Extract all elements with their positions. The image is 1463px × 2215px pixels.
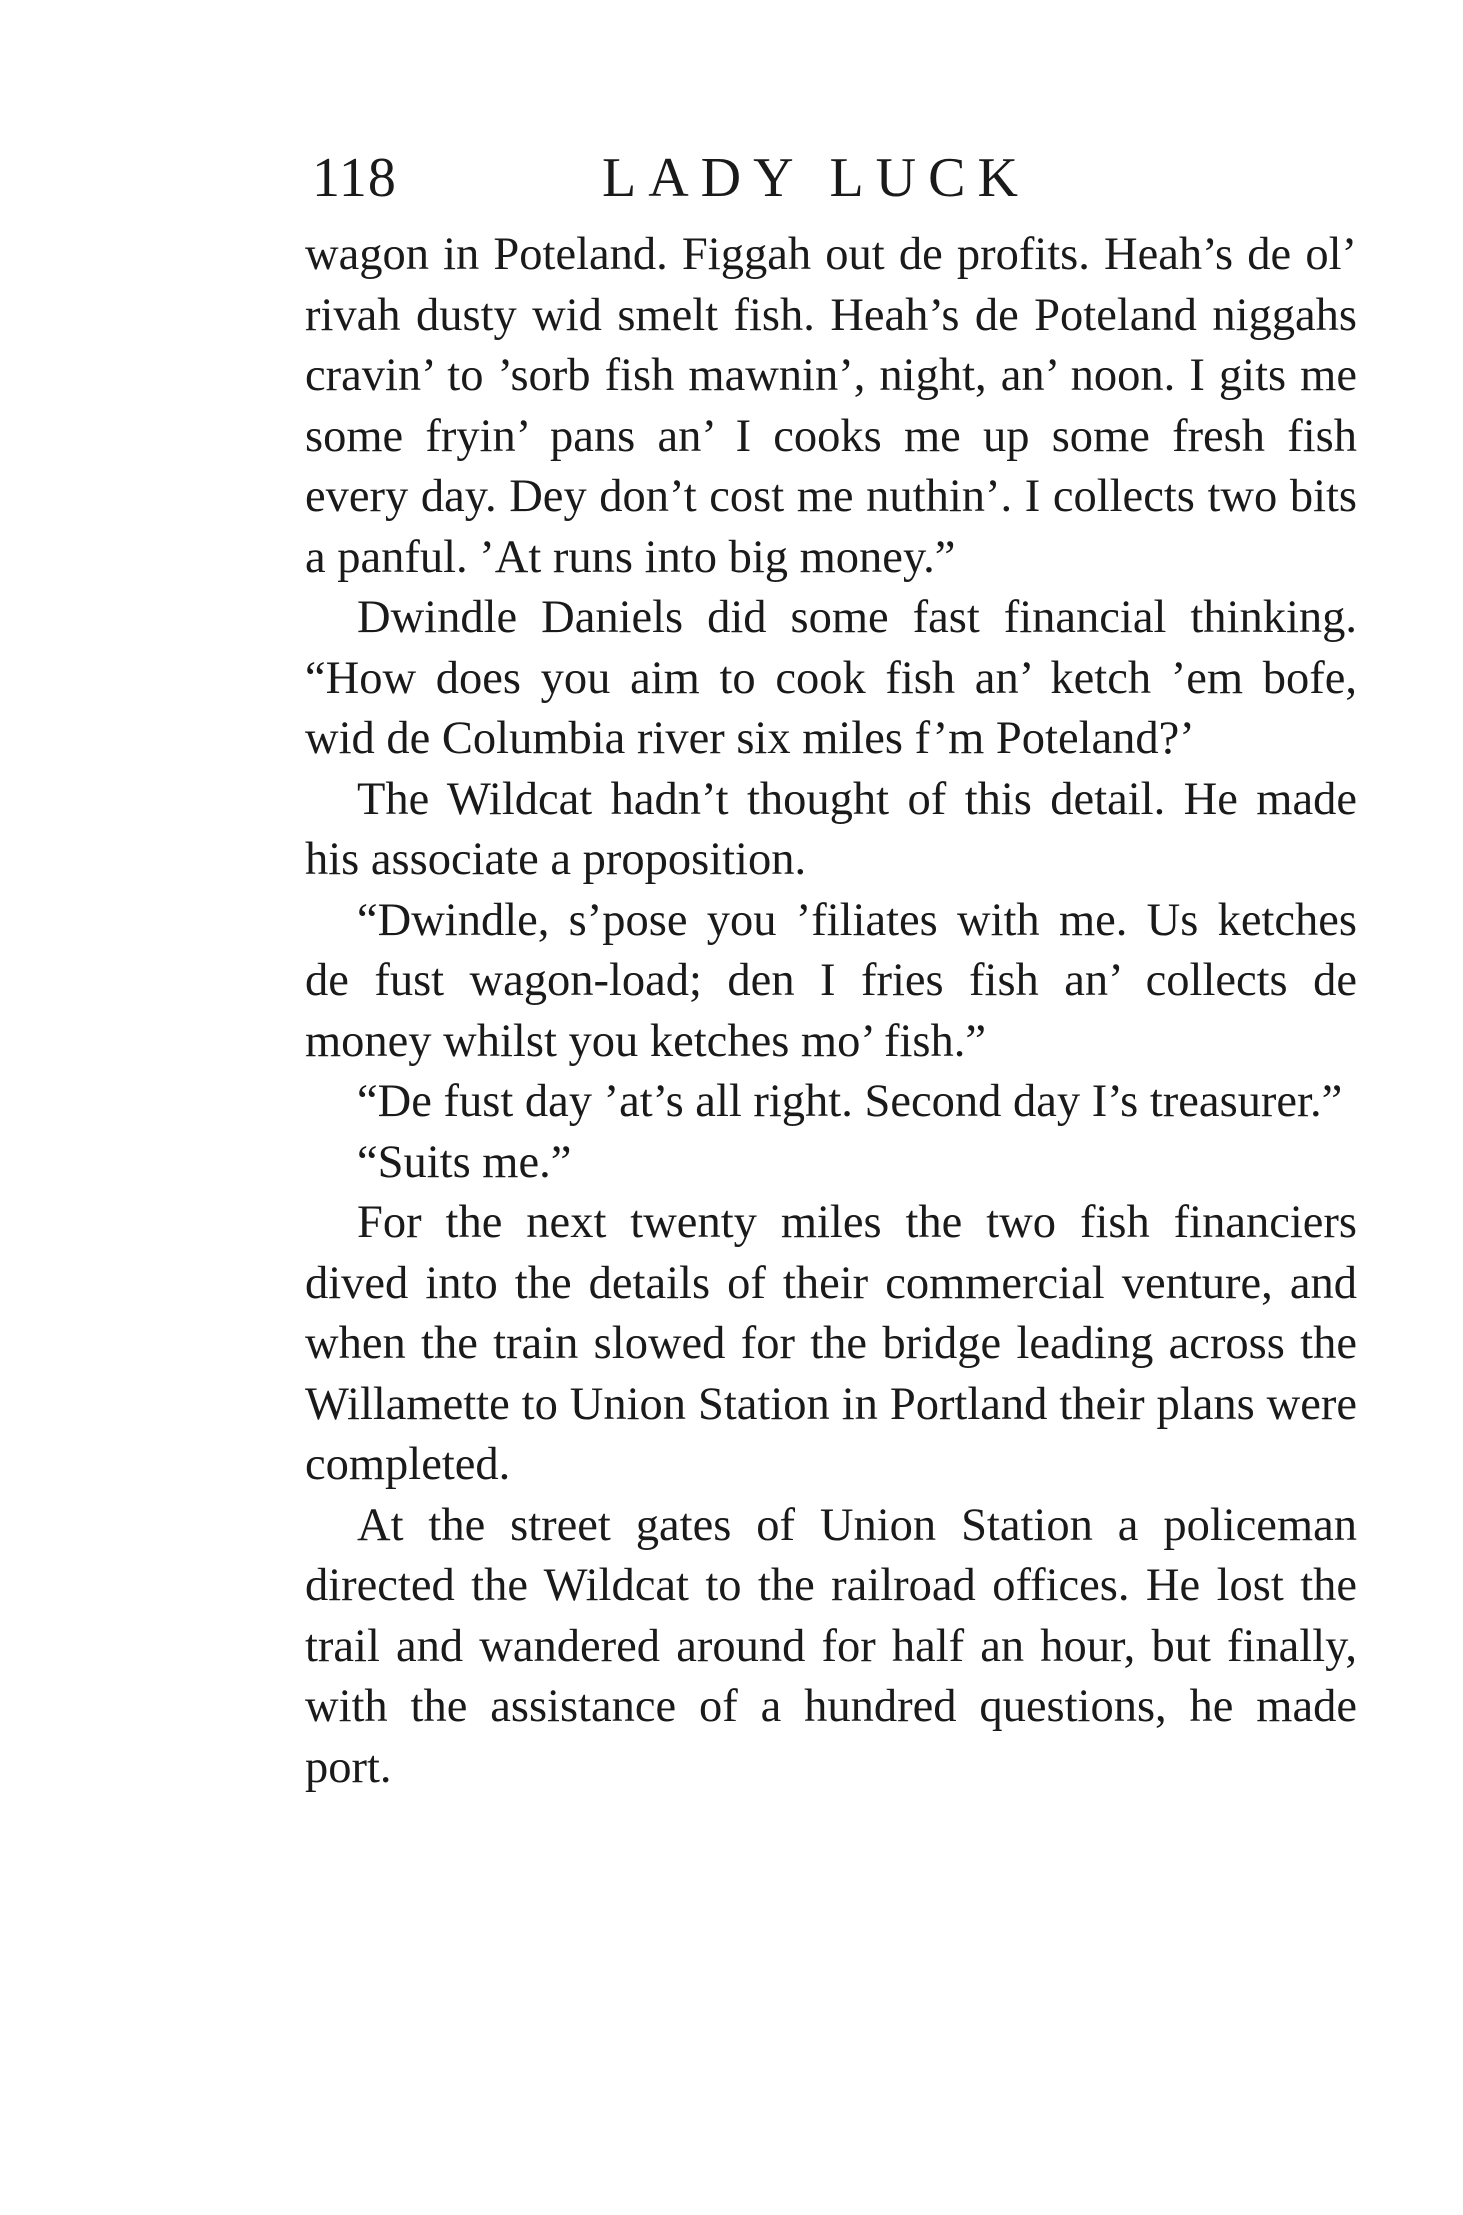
paragraph: “De fust day ’at’s all right. Second day I’s treasurer.” xyxy=(357,1076,1343,1127)
running-title: LADY LUCK xyxy=(602,147,1030,209)
paragraph-continued: wagon in Poteland. Figgah out de profits. Heah’s de ol’ rivah dusty wid smelt fish. Heah’s de Poteland niggahs cravin’ to ’sorb fish mawnin’, night, an’ noon. I gits me some fryin’ pans an’ I cooks me up some fresh fish every day. Dey don’t cost me nuthin’. I collects two bits a panful. ’At runs into big money.” xyxy=(305,229,1357,583)
paragraph: For the next twenty miles the two fish financiers dived into the details of their commercial venture, and when the train slowed for the bridge leading across the Willamette to Union Station in Portland their plans were completed. xyxy=(305,1197,1357,1490)
paragraph: Dwindle Daniels did some fast financial thinking. “How does you aim to cook fish an’ ketch ’em bofe, wid de Columbia river six miles f’m Poteland?’ xyxy=(305,592,1357,764)
page-number: 118 xyxy=(312,147,397,209)
paragraph: “Suits me.” xyxy=(357,1136,572,1188)
paragraph: “Dwindle, s’pose you ’filiates with me. Us ketches de fust wagon-load; den I fries fish an’ collects de money whilst you ketches mo’ fish.” xyxy=(305,894,1357,1067)
paragraph: The Wildcat hadn’t thought of this detail. He made his associate a proposition. xyxy=(305,773,1357,885)
body-text xyxy=(305,225,1357,1798)
page-header xyxy=(312,138,1362,218)
paragraph: At the street gates of Union Station a policeman directed the Wildcat to the railroad offices. He lost the trail and wandered around for half an hour, but finally, with the assistance of a hundred questions, he made port. xyxy=(305,1499,1357,1793)
